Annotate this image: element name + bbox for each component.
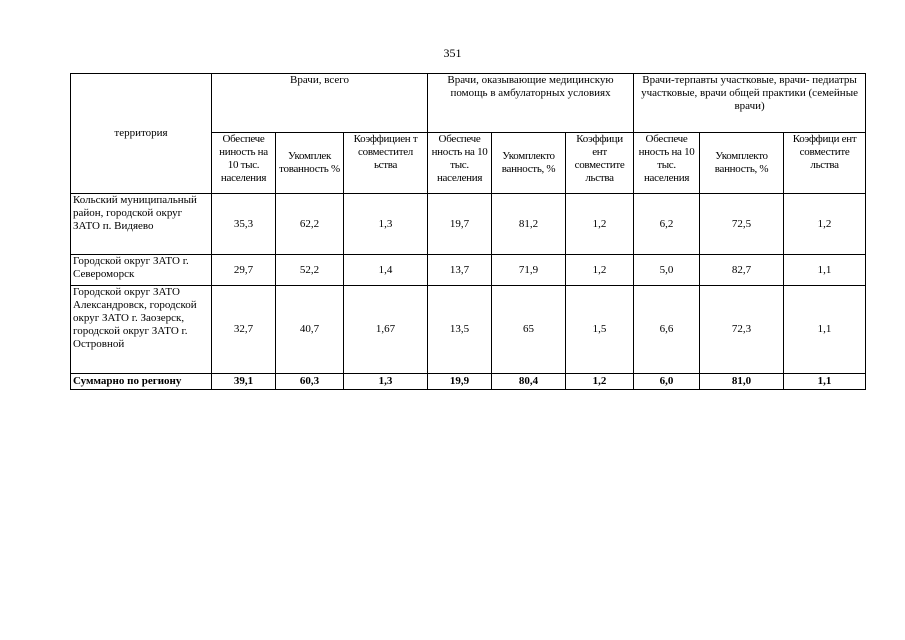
cell-value: 1,2 — [566, 194, 634, 255]
cell-value: 13,7 — [428, 255, 492, 286]
total-value: 81,0 — [700, 374, 784, 390]
column-header-provision: Обеспече нность на 10 тыс. населения — [634, 133, 700, 194]
column-header-ratio: Коэффици ент совместите льства — [784, 133, 866, 194]
column-header-provision: Обеспече нность на 10 тыс. населения — [428, 133, 492, 194]
cell-value: 72,5 — [700, 194, 784, 255]
cell-value: 52,2 — [276, 255, 344, 286]
cell-value: 29,7 — [212, 255, 276, 286]
staffing-table — [70, 73, 866, 390]
cell-value: 1,67 — [344, 286, 428, 374]
total-value: 39,1 — [212, 374, 276, 390]
total-value: 6,0 — [634, 374, 700, 390]
cell-value: 65 — [492, 286, 566, 374]
cell-value: 13,5 — [428, 286, 492, 374]
cell-value: 32,7 — [212, 286, 276, 374]
group-header-all-doctors: Врачи, всего — [212, 74, 428, 133]
cell-value: 35,3 — [212, 194, 276, 255]
total-value: 1,3 — [344, 374, 428, 390]
total-value: 60,3 — [276, 374, 344, 390]
territory-header: территория — [71, 74, 212, 194]
table-row — [71, 194, 866, 255]
territory-name: Кольский муниципальный район, городской округ ЗАТО п. Видяево — [71, 194, 212, 255]
column-header-staffing: Укомплекто ванность, % — [700, 133, 784, 194]
cell-value: 1,1 — [784, 286, 866, 374]
cell-value: 1,5 — [566, 286, 634, 374]
total-label: Суммарно по региону — [71, 374, 212, 390]
column-header-ratio: Коэффици ент совместите льства — [566, 133, 634, 194]
territory-name: Городской округ ЗАТО Александровск, городской округ ЗАТО г. Заозерск, городской округ ЗАТО г. Островной — [71, 286, 212, 374]
page-number: 351 — [443, 46, 462, 60]
total-value: 1,1 — [784, 374, 866, 390]
cell-value: 71,9 — [492, 255, 566, 286]
group-header-outpatient-doctors: Врачи, оказывающие медицинскую помощь в амбулаторных условиях — [428, 74, 634, 133]
column-header-provision: Обеспече ниность на 10 тыс. населения — [212, 133, 276, 194]
cell-value: 62,2 — [276, 194, 344, 255]
column-header-staffing: Укомплекто ванность, % — [492, 133, 566, 194]
total-value: 19,9 — [428, 374, 492, 390]
cell-value: 1,2 — [784, 194, 866, 255]
cell-value: 81,2 — [492, 194, 566, 255]
cell-value: 1,1 — [784, 255, 866, 286]
table-row — [71, 255, 866, 286]
cell-value: 5,0 — [634, 255, 700, 286]
cell-value: 19,7 — [428, 194, 492, 255]
cell-value: 6,2 — [634, 194, 700, 255]
table-row — [71, 286, 866, 374]
cell-value: 6,6 — [634, 286, 700, 374]
total-value: 1,2 — [566, 374, 634, 390]
cell-value: 82,7 — [700, 255, 784, 286]
cell-value: 40,7 — [276, 286, 344, 374]
column-header-ratio: Коэффициен т совместител ьства — [344, 133, 428, 194]
group-header-district-doctors: Врачи-терпавты участковые, врачи- педиатры участковые, врачи общей практики (семейные врачи) — [634, 74, 866, 133]
cell-value: 72,3 — [700, 286, 784, 374]
cell-value: 1,4 — [344, 255, 428, 286]
cell-value: 1,2 — [566, 255, 634, 286]
column-header-staffing: Укомплек тованность % — [276, 133, 344, 194]
territory-name: Городской округ ЗАТО г. Североморск — [71, 255, 212, 286]
total-row — [71, 374, 866, 390]
cell-value: 1,3 — [344, 194, 428, 255]
total-value: 80,4 — [492, 374, 566, 390]
